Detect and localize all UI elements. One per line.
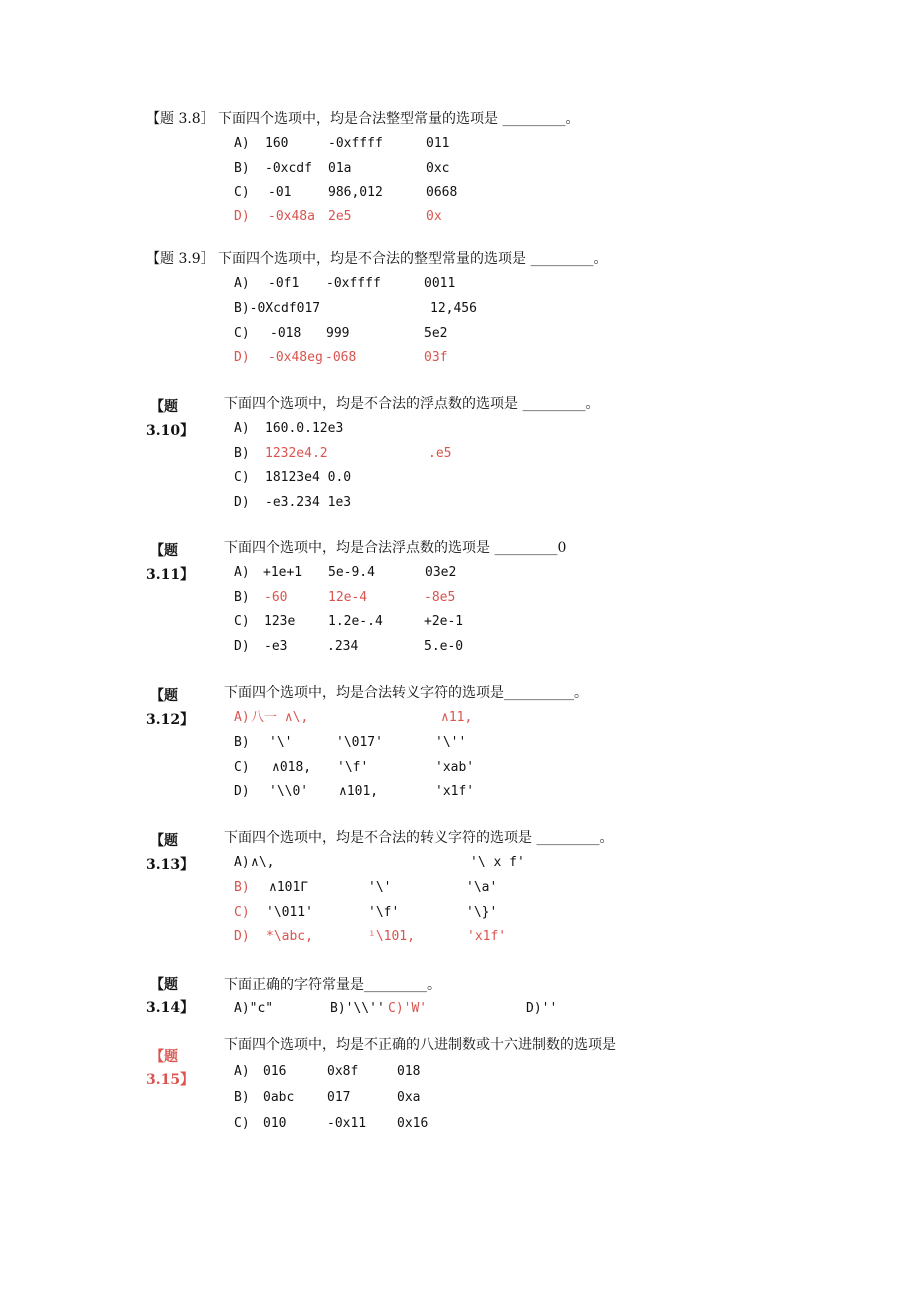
option-letter: A) xyxy=(234,710,250,725)
option-value: ∧101Γ xyxy=(269,880,309,895)
question-text: 下面四个选项中，均是合法整型常量的选项是 _________。 xyxy=(218,111,580,127)
option-value: '\'' xyxy=(435,735,467,750)
option-value: -018 xyxy=(270,326,302,341)
option-value: -0x11 xyxy=(327,1116,367,1131)
option-value: 0abc xyxy=(263,1090,295,1105)
option-letter: D) xyxy=(234,350,250,365)
option-value: 011 xyxy=(426,136,450,151)
option-value: -8e5 xyxy=(424,590,456,605)
option-value: 18123e4 0.0 xyxy=(265,470,352,485)
option-value: '\f' xyxy=(337,760,369,775)
option-value: 5e-9.4 xyxy=(328,565,375,580)
option-value: ∧\, xyxy=(251,855,275,870)
option-value: -068 xyxy=(325,350,357,365)
option-letter: A) xyxy=(234,276,250,291)
option-letter: B)-0Xcdf017 xyxy=(234,301,321,316)
option-value: 12,456 xyxy=(430,301,477,316)
option-letter: D) xyxy=(234,639,250,654)
option-value: ∧11, xyxy=(441,710,473,725)
option-value: '\011' xyxy=(266,905,313,920)
question-label-top: 【题 xyxy=(150,833,178,849)
option-letter: C) xyxy=(234,326,250,341)
question-label-bottom: 3.14】 xyxy=(146,1000,195,1016)
option-value: -e3.234 1e3 xyxy=(265,495,352,510)
option-value: A)"c" xyxy=(234,1001,274,1016)
option-value: 0x8f xyxy=(327,1064,359,1079)
option-value: -0x48eg xyxy=(268,350,323,365)
option-value: 010 xyxy=(263,1116,287,1131)
option-letter: D) xyxy=(234,784,250,799)
option-value: 0x xyxy=(426,209,442,224)
option-value: -0xffff xyxy=(326,276,381,291)
option-letter: A) xyxy=(234,1064,250,1079)
option-value: 0011 xyxy=(424,276,456,291)
option-letter: B) xyxy=(234,446,250,461)
option-value: .234 xyxy=(327,639,359,654)
option-letter: C) xyxy=(234,185,250,200)
question-label-bottom: 3.13】 xyxy=(146,857,195,873)
option-value: '\\0' xyxy=(269,784,309,799)
option-value: 5e2 xyxy=(424,326,448,341)
option-letter: B) xyxy=(234,590,250,605)
question-text: 下面正确的字符常量是_________。 xyxy=(224,977,441,993)
question-label-top: 【题 xyxy=(150,977,178,993)
question-text: 下面四个选项中，均是合法转义字符的选项是__________。 xyxy=(224,685,588,701)
option-value: C)'W' xyxy=(388,1001,428,1016)
question-label: 【题 3.8］ xyxy=(146,111,215,127)
option-value: '\017' xyxy=(336,735,383,750)
option-letter: C) xyxy=(234,760,250,775)
option-value: *\abc, xyxy=(266,929,313,944)
question-label-top: 【题 xyxy=(150,1049,178,1065)
option-value: '\}' xyxy=(466,905,498,920)
option-value: -0xffff xyxy=(328,136,383,151)
option-value: 03e2 xyxy=(425,565,457,580)
option-value: '\ x f' xyxy=(470,855,525,870)
option-value: '\' xyxy=(368,880,392,895)
option-value: 'x1f' xyxy=(467,929,507,944)
option-value: ∧101, xyxy=(339,784,379,799)
option-value: 123e xyxy=(264,614,296,629)
option-value: 016 xyxy=(263,1064,287,1079)
question-label-top: 【题 xyxy=(150,543,178,559)
option-letter: C) xyxy=(234,614,250,629)
question-label-bottom: 3.10】 xyxy=(146,423,195,439)
option-value: .e5 xyxy=(428,446,452,461)
option-value: 八一 ∧\, xyxy=(251,710,309,725)
option-value: ∧018, xyxy=(272,760,312,775)
question-text: 下面四个选项中，均是不合法的转义字符的选项是 _________。 xyxy=(224,830,614,846)
option-letter: B) xyxy=(234,735,250,750)
option-letter: A) xyxy=(234,565,250,580)
option-value: 0x16 xyxy=(397,1116,429,1131)
option-value: -0f1 xyxy=(268,276,300,291)
option-letter: B) xyxy=(234,1090,250,1105)
question-text: 下面四个选项中，均是不合法的整型常量的选项是 _________。 xyxy=(218,251,608,267)
option-value: ⁱ\101, xyxy=(368,929,415,944)
option-letter: D) xyxy=(234,495,250,510)
question-label-bottom: 3.12】 xyxy=(146,712,195,728)
question-label-top: 【题 xyxy=(150,688,178,704)
option-value: 160.0.12e3 xyxy=(265,421,344,436)
option-value: '\f' xyxy=(368,905,400,920)
option-letter: A) xyxy=(234,421,250,436)
option-value: -01 xyxy=(268,185,292,200)
question-text: 下面四个选项中，均是不合法的浮点数的选项是 _________。 xyxy=(224,396,600,412)
option-letter: C) xyxy=(234,905,250,920)
option-letter: A) xyxy=(234,136,250,151)
option-value: 017 xyxy=(327,1090,351,1105)
option-value: 'x1f' xyxy=(435,784,475,799)
option-value: 1.2e-.4 xyxy=(328,614,383,629)
option-value: 0668 xyxy=(426,185,458,200)
option-value: 12e-4 xyxy=(328,590,368,605)
option-letter: B) xyxy=(234,880,250,895)
question-text: 下面四个选项中，均是不正确的八进制数或十六进制数的选项是 xyxy=(224,1037,616,1053)
question-label-bottom: 3.11】 xyxy=(146,567,195,583)
question-label-top: 【题 xyxy=(150,399,178,415)
option-value: -0xcdf xyxy=(265,161,312,176)
option-letter: A) xyxy=(234,855,250,870)
option-value: '\' xyxy=(269,735,293,750)
option-letter: B) xyxy=(234,161,250,176)
question-text: 下面四个选项中，均是合法浮点数的选项是 _________0 xyxy=(224,540,567,556)
question-label: 【题 3.9］ xyxy=(146,251,215,267)
option-letter: C) xyxy=(234,470,250,485)
option-value: 2e5 xyxy=(328,209,352,224)
option-value: 03f xyxy=(424,350,448,365)
option-value: 'xab' xyxy=(435,760,475,775)
option-value: 018 xyxy=(397,1064,421,1079)
question-label-bottom: 3.15】 xyxy=(146,1072,195,1088)
option-value: 160 xyxy=(265,136,289,151)
option-value: '\a' xyxy=(466,880,498,895)
option-value: B)'\\'' xyxy=(330,1001,385,1016)
option-value: -0x48a xyxy=(268,209,315,224)
option-value: +2e-1 xyxy=(424,614,464,629)
option-value: 1232e4.2 xyxy=(265,446,328,461)
option-value: -60 xyxy=(264,590,288,605)
option-value: +1e+1 xyxy=(263,565,303,580)
option-letter: D) xyxy=(234,209,250,224)
option-value: 986,012 xyxy=(328,185,383,200)
option-letter: D) xyxy=(234,929,250,944)
option-value: 5.e-0 xyxy=(424,639,464,654)
option-letter: C) xyxy=(234,1116,250,1131)
option-value: 0xc xyxy=(426,161,450,176)
option-value: 0xa xyxy=(397,1090,421,1105)
option-value: -e3 xyxy=(264,639,288,654)
option-value: 999 xyxy=(326,326,350,341)
option-value: 01a xyxy=(328,161,352,176)
option-value: D)'' xyxy=(526,1001,558,1016)
